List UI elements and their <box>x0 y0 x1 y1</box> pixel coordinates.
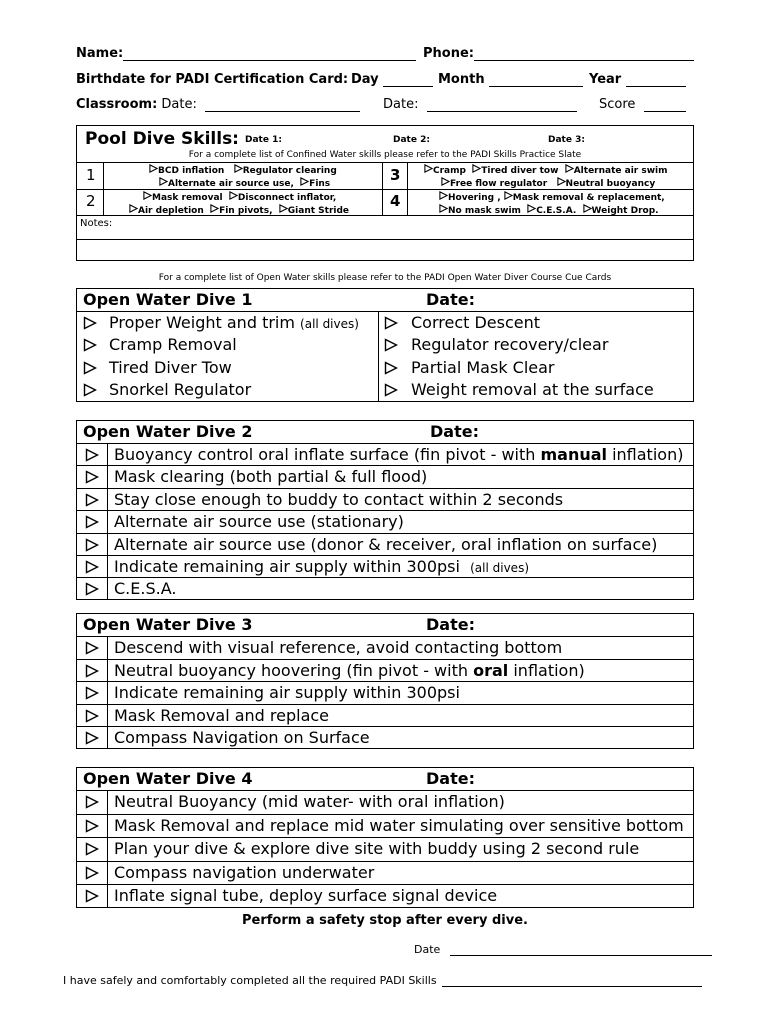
dive3-item <box>77 636 693 659</box>
name-field[interactable] <box>123 46 416 61</box>
pool-row-number-2: 2 <box>86 192 96 210</box>
pool-skill-text: Giant Stride <box>287 206 350 216</box>
name-row <box>76 46 416 61</box>
classroom-date-label: Date: <box>161 97 197 112</box>
pool-skill-text: Fins <box>309 179 331 189</box>
triangle-icon <box>384 338 398 352</box>
dive3-item-text: Mask Removal and replace <box>114 706 330 725</box>
dive2-item <box>77 488 693 511</box>
pool-date1: Date 1: <box>245 135 282 145</box>
dive4-date-label: Date: <box>426 769 475 788</box>
pool-skill-1-line1 <box>149 164 337 176</box>
date2-label: Date: <box>383 97 419 112</box>
triangle-icon <box>85 641 99 655</box>
pool-skill-2-line2 <box>129 204 349 216</box>
pool-skill-4-line1 <box>439 191 665 203</box>
phone-field[interactable] <box>474 46 694 61</box>
dive3-title: Open Water Dive 3 <box>83 615 253 634</box>
dive3-item-text: Descend with visual reference, avoid contacting bottom <box>114 638 563 657</box>
open-water-dive-4-table <box>76 767 694 908</box>
pool-skill-text: Mask removal & replacement, <box>512 193 665 203</box>
dive4-item-text: Compass navigation underwater <box>114 863 375 882</box>
pool-skill-2-line1 <box>143 191 336 203</box>
footer-date-row <box>414 941 712 956</box>
pool-skill-text: Hovering , <box>448 193 501 203</box>
triangle-icon <box>85 448 99 462</box>
triangle-icon <box>439 191 448 200</box>
triangle-icon <box>565 164 574 173</box>
triangle-icon <box>424 164 433 173</box>
dive1-row <box>77 379 693 402</box>
dive3-date-label: Date: <box>426 615 475 634</box>
dive4-item <box>77 814 693 837</box>
pool-skill-3-line1 <box>424 164 668 176</box>
dive1-left-item: Cramp Removal <box>109 335 237 354</box>
safety-stop-note: Perform a safety stop after every dive. <box>242 913 528 928</box>
dive2-item-text: Mask clearing (both partial & full flood) <box>114 467 428 486</box>
triangle-icon <box>279 204 288 213</box>
pool-skill-text: Weight Drop. <box>591 206 659 216</box>
birthdate-row <box>76 72 348 87</box>
pool-skill-text: Regulator clearing <box>242 166 337 176</box>
open-water-dive-2-table <box>76 420 694 600</box>
open-water-dive-3-table <box>76 613 694 749</box>
dive3-item <box>77 726 693 749</box>
triangle-icon <box>129 204 138 213</box>
triangle-icon <box>85 493 99 507</box>
triangle-icon <box>85 819 99 833</box>
open-water-dive-1-table <box>76 288 694 402</box>
triangle-icon <box>149 164 158 173</box>
triangle-icon <box>83 361 97 375</box>
dive4-item-text: Plan your dive & explore dive site with buddy using 2 second rule <box>114 839 640 858</box>
triangle-icon <box>85 889 99 903</box>
dive2-item-text: Alternate air source use (stationary) <box>114 512 404 531</box>
dive1-row <box>77 357 693 380</box>
dive2-title: Open Water Dive 2 <box>83 422 253 441</box>
classroom-label: Classroom: <box>76 97 158 112</box>
dive3-item-text: Indicate remaining air supply within 300psi <box>114 683 460 702</box>
day-label: Day <box>351 72 379 87</box>
pool-skill-1-line2 <box>159 177 330 189</box>
dive2-item <box>77 555 693 578</box>
triangle-icon <box>83 383 97 397</box>
triangle-icon <box>504 191 513 200</box>
dive4-item <box>77 790 693 813</box>
dive2-item-text: C.E.S.A. <box>114 579 177 598</box>
score-group <box>599 97 686 112</box>
triangle-icon <box>85 470 99 484</box>
dive1-row <box>77 311 693 334</box>
footer-date-field[interactable] <box>450 941 712 956</box>
name-label: Name: <box>76 46 124 61</box>
pool-skill-4-line2 <box>439 204 659 216</box>
footer-date-label: Date <box>414 943 441 956</box>
open-water-reference: For a complete list of Open Water skills please refer to the PADI Open Water Diver Course Cue Cards <box>158 273 612 283</box>
triangle-icon <box>85 866 99 880</box>
pool-reference: For a complete list of Confined Water skills please refer to the PADI Skills Practice Slate <box>188 150 582 160</box>
triangle-icon <box>85 709 99 723</box>
date2-group <box>383 97 577 112</box>
month-group <box>438 72 583 87</box>
dive1-left-item: Tired Diver Tow <box>109 358 232 377</box>
dive2-item <box>77 465 693 488</box>
year-label: Year <box>589 72 622 87</box>
pool-skill-3-line2 <box>441 177 655 189</box>
pool-skill-text: Alternate air swim <box>573 166 668 176</box>
completion-statement-row <box>63 972 702 987</box>
triangle-icon <box>85 686 99 700</box>
triangle-icon <box>557 177 566 186</box>
dive2-item-text: Indicate remaining air supply within 300psi (all dives) <box>114 557 529 576</box>
dive1-right-item: Partial Mask Clear <box>411 358 555 377</box>
pool-skill-text: Alternate air source use, <box>168 179 294 189</box>
triangle-icon <box>159 177 168 186</box>
dive1-left-item: Snorkel Regulator <box>109 380 252 399</box>
pool-skill-text: BCD inflation <box>158 166 225 176</box>
dive2-date-label: Date: <box>430 422 479 441</box>
pool-skill-text: Free flow regulator <box>450 179 548 189</box>
dive3-item-text: Neutral buoyancy hoovering (fin pivot - with oral inflation) <box>114 661 585 680</box>
signature-field[interactable] <box>442 972 702 987</box>
dive3-item-text: Compass Navigation on Surface <box>114 728 370 747</box>
pool-skill-text: Air depletion <box>138 206 204 216</box>
classroom-date-field[interactable] <box>205 97 360 112</box>
score-label: Score <box>599 97 636 112</box>
triangle-icon <box>300 177 309 186</box>
phone-label: Phone: <box>423 46 474 61</box>
triangle-icon <box>472 164 481 173</box>
dive2-item <box>77 577 693 600</box>
triangle-icon <box>384 383 398 397</box>
pool-skill-text: No mask swim <box>448 206 521 216</box>
pool-skill-text: Tired diver tow <box>481 166 559 176</box>
completion-statement: I have safely and comfortably completed all the required PADI Skills <box>63 974 437 987</box>
triangle-icon <box>234 164 243 173</box>
dive1-right-item: Correct Descent <box>411 313 541 332</box>
triangle-icon <box>384 316 398 330</box>
notes-label: Notes: <box>80 218 113 229</box>
dive2-item-text: Stay close enough to buddy to contact within 2 seconds <box>114 490 564 509</box>
triangle-icon <box>527 204 536 213</box>
dive3-item <box>77 659 693 682</box>
dive4-item-text: Mask Removal and replace mid water simulating over sensitive bottom <box>114 816 684 835</box>
pool-title: Pool Dive Skills: <box>85 129 239 149</box>
triangle-icon <box>85 731 99 745</box>
triangle-icon <box>85 795 99 809</box>
year-field[interactable] <box>626 72 686 87</box>
dive1-right-item: Regulator recovery/clear <box>411 335 609 354</box>
triangle-icon <box>85 538 99 552</box>
date2-field[interactable] <box>427 97 577 112</box>
phone-row <box>423 46 694 61</box>
dive4-item-text: Inflate signal tube, deploy surface signal device <box>114 886 498 905</box>
dive1-right-item: Weight removal at the surface <box>411 380 654 399</box>
dive1-title: Open Water Dive 1 <box>83 290 253 309</box>
dive1-date-label: Date: <box>426 290 475 309</box>
dive4-title: Open Water Dive 4 <box>83 769 253 788</box>
pool-skill-text: Neutral buoyancy <box>565 179 656 189</box>
dive2-item <box>77 533 693 556</box>
pool-skill-text: Mask removal <box>152 193 223 203</box>
year-group <box>589 72 686 87</box>
triangle-icon <box>210 204 219 213</box>
dive2-item <box>77 510 693 533</box>
pool-date2: Date 2: <box>393 135 430 145</box>
score-field[interactable] <box>644 97 686 112</box>
pool-skill-text: Cramp <box>433 166 466 176</box>
dive2-item-text: Buoyancy control oral inflate surface (fin pivot - with manual inflation) <box>114 445 684 464</box>
triangle-icon <box>85 582 99 596</box>
classroom-row <box>76 97 360 112</box>
day-field[interactable] <box>383 72 433 87</box>
dive2-item <box>77 443 693 466</box>
triangle-icon <box>85 515 99 529</box>
pool-row-number-1: 1 <box>86 166 96 184</box>
triangle-icon <box>85 560 99 574</box>
pool-skill-text: C.E.S.A. <box>536 206 577 216</box>
triangle-icon <box>85 664 99 678</box>
triangle-icon <box>439 204 448 213</box>
birthdate-label: Birthdate for PADI Certification Card: <box>76 72 349 87</box>
triangle-icon <box>583 204 592 213</box>
dive2-item-text: Alternate air source use (donor & receiver, oral inflation on surface) <box>114 535 658 554</box>
triangle-icon <box>83 316 97 330</box>
triangle-icon <box>441 177 450 186</box>
triangle-icon <box>143 191 152 200</box>
pool-dive-skills-table <box>76 125 694 261</box>
month-field[interactable] <box>489 72 583 87</box>
pool-skill-text: Fin pivots, <box>219 206 273 216</box>
triangle-icon <box>85 842 99 856</box>
month-label: Month <box>438 72 485 87</box>
triangle-icon <box>83 338 97 352</box>
pool-row-number-4: 4 <box>390 192 401 210</box>
dive3-item <box>77 681 693 704</box>
dive1-row <box>77 334 693 357</box>
dive3-item <box>77 704 693 727</box>
triangle-icon <box>229 191 238 200</box>
dive1-left-item: Proper Weight and trim (all dives) <box>109 313 359 332</box>
pool-skill-text: Disconnect inflator, <box>237 193 337 203</box>
triangle-icon <box>384 361 398 375</box>
day-group <box>351 72 433 87</box>
dive4-item <box>77 884 693 907</box>
pool-date3: Date 3: <box>548 135 585 145</box>
dive4-item <box>77 837 693 860</box>
pool-row-number-3: 3 <box>390 166 401 184</box>
dive4-item <box>77 861 693 884</box>
dive4-item-text: Neutral Buoyancy (mid water- with oral inflation) <box>114 792 505 811</box>
